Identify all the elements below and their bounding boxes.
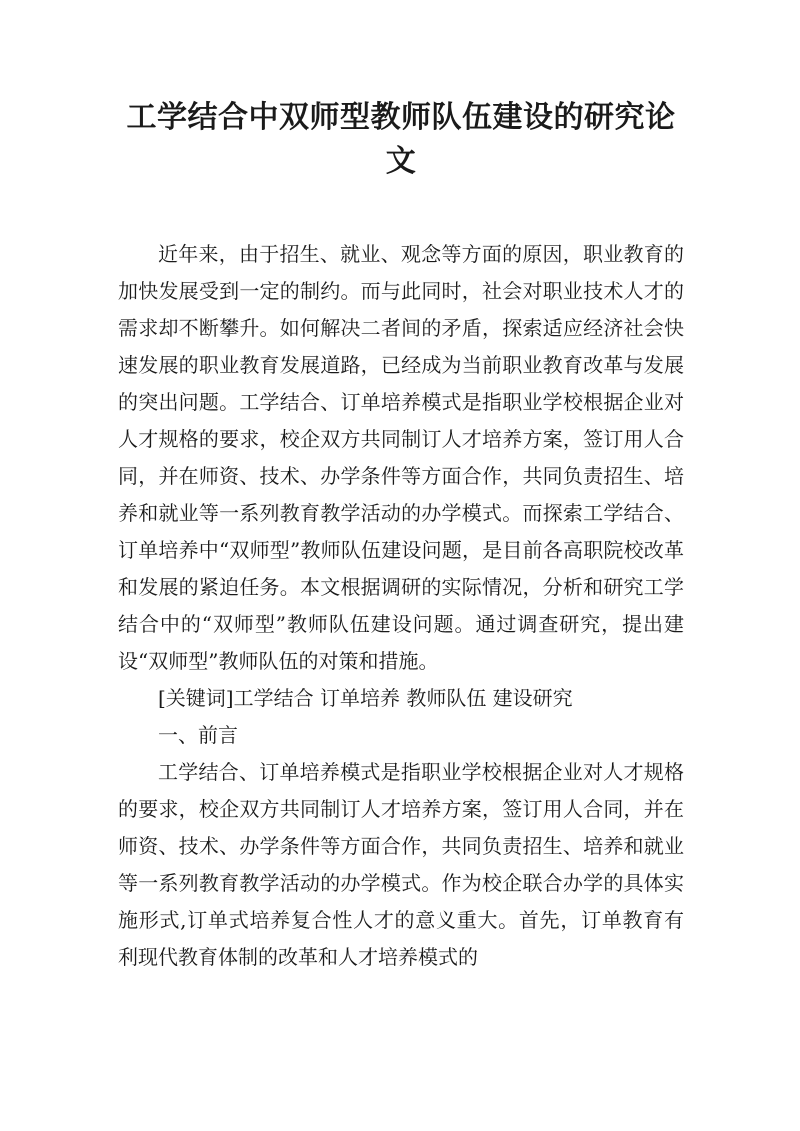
keywords-line: [关键词]工学结合 订单培养 教师队伍 建设研究 <box>158 686 573 710</box>
document-title: 工学结合中双师型教师队伍建设的研究论文 <box>126 100 676 179</box>
document-body <box>118 236 684 976</box>
abstract-paragraph: 近年来，由于招生、就业、观念等方面的原因，职业教育的加快发展受到一定的制约。而与此同时，社会对职业技术人才的需求却不断攀升。如何解决二者间的矛盾，探索适应经济社会快速发展的职业教育发展道路，已经成为当前职业教育改革与发展的突出问题。工学结合、订单培养模式是指职业学校根据企业对人才规格的要求，校企双方共同制订人才培养方案，签订用人合同，并在师资、技术、办学条件等方面合作，共同负责招生、培养和就业等一系列教育教学活动的办学模式。而探索工学结合、订单培养中“双师型”教师队伍建设问题，是目前各高职院校改革和发展的紧迫任务。本文根据调研的实际情况，分析和研究工学结合中的“双师型”教师队伍建设问题。通过调查研究，提出建设“双师型”教师队伍的对策和措施。 <box>118 242 684 673</box>
document-page <box>118 0 684 976</box>
section-paragraph: 工学结合、订单培养模式是指职业学校根据企业对人才规格的要求，校企双方共同制订人才培养方案，签订用人合同，并在师资、技术、办学条件等方面合作，共同负责招生、培养和就业等一系列教育教学活动的办学模式。作为校企联合办学的具体实施形式,订单式培养复合性人才的意义重大。首先，订单教育有利现代教育体制的改革和人才培养模式的 <box>118 760 684 969</box>
section-heading: 一、前言 <box>158 723 238 747</box>
